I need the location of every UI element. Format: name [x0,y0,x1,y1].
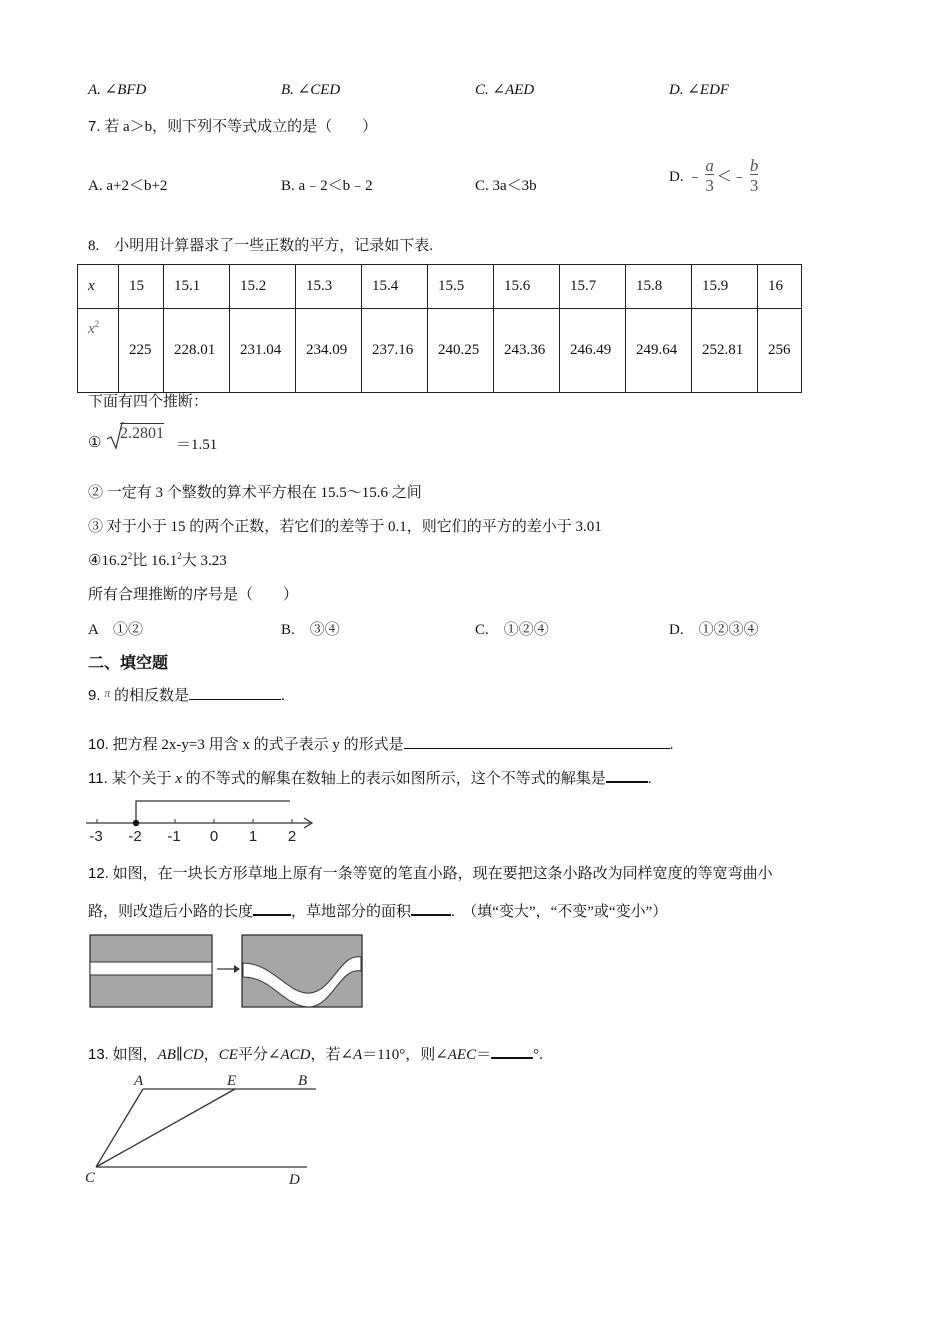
table-cell: 246.49 [560,309,626,393]
tick-label: -1 [167,828,181,845]
q8-option-c: C. ①②④ [475,622,549,638]
sqrt-radicand: 2.2801 [120,425,164,442]
q6-option-b: B. ∠CED [281,82,341,98]
q12-number: 12. [88,865,109,882]
q13: 13. 如图，AB∥CD，CE平分∠ACD，若∠A＝110°，则∠AEC＝ °. [88,1043,543,1064]
q7-text: 若 a＞b，则下列不等式成立的是（ ） [104,119,378,135]
fraction-a-over-3 [705,157,714,194]
table-cell: 15.8 [626,265,692,309]
q7-stem [88,115,377,136]
table-cell: 15.1 [164,265,230,309]
table-cell: 237.16 [362,309,428,393]
table-head-x-squared: $x^2$ [78,309,119,393]
arrow-head-icon [234,965,240,973]
q7-d-prefix: D. ﹣ [669,168,703,185]
table-cell: 15.5 [428,265,494,309]
label-c: C [85,1170,96,1186]
table-cell: 243.36 [494,309,560,393]
tick-label: 2 [287,828,297,845]
table-cell: 15.3 [296,265,362,309]
q8-statement-2: ② 一定有 3 个整数的算术平方根在 15.5～15.6 之间 [88,485,422,501]
q8-ask: 所有合理推断的序号是（ ） [88,587,299,603]
label-b: B [298,1073,308,1089]
table-cell: 15 [119,265,164,309]
straight-path [90,962,212,975]
q12-line-2: 路，则改造后小路的长度 ，草地部分的面积 . （填“变大”，“不变”或“变小”） [88,900,667,921]
closed-endpoint [133,820,139,826]
lawn-path-figure [88,933,366,1009]
label-d: D [289,1172,300,1188]
q10: 10. 把方程 2x-y=3 用含 x 的式子表示 y 的形式是 . [88,736,674,753]
q12-area-blank[interactable] [411,900,451,916]
q10-number: 10. [88,736,109,753]
q11: 11. 某个关于 x 的不等式的解集在数轴上的表示如图所示，这个不等式的解集是 . [88,767,651,788]
table-cell: 231.04 [230,309,296,393]
tick-label: -3 [89,828,103,845]
label-e: E [227,1073,237,1089]
q13-answer-blank[interactable] [491,1043,533,1059]
q8-intro: 下面有四个推断： [88,394,209,410]
pi-symbol: π [104,686,111,700]
q7-d-den2: 3 [749,175,759,195]
squares-table [77,264,802,393]
q7-option-c: C. 3a＜3b [475,178,537,194]
q8-stem: 8. 小明用计算器求了一些正数的平方，记录如下表. [88,238,434,254]
tick-label: -2 [128,828,142,845]
q7-d-den1: 3 [705,175,714,195]
q7-option-b: B. a﹣2＜b﹣2 [281,178,373,194]
q12-line-1: 12. 如图，在一块长方形草地上原有一条等宽的笔直小路，现在要把这条小路改为同样宽度的等宽弯曲小 [88,865,773,882]
table-cell: 256 [758,309,802,393]
table-head-x: x [78,265,119,309]
table-cell: 240.25 [428,309,494,393]
table-cell: 15.4 [362,265,428,309]
q13-number: 13. [88,1046,109,1063]
table-cell: 234.09 [296,309,362,393]
table-cell: 15.2 [230,265,296,309]
q6-option-a: A. ∠BFD [88,82,147,98]
segment-ce [96,1089,235,1167]
table-row-x [78,265,802,309]
q6-option-c: C. ∠AED [475,82,535,98]
parallel-lines-figure [80,1068,330,1190]
statement-1-result: ＝1.51 [176,437,218,453]
number-line-figure [80,796,320,846]
solution-ray [136,801,290,823]
q9: 9. $^\pi$ 的相反数是 . [88,686,285,704]
segment-ac [96,1089,143,1167]
q9-text: 的相反数是 [114,688,190,704]
q12-length-blank[interactable] [253,900,291,916]
table-cell: 225 [119,309,164,393]
table-cell: 15.7 [560,265,626,309]
q6-option-d: D. ∠EDF [669,82,730,98]
table-cell: 16 [758,265,802,309]
section-title: 二、填空题 [88,653,169,672]
q10-text: 把方程 2x-y=3 用含 x 的式子表示 y 的形式是 [112,737,404,753]
q7-d-num2: b [749,155,759,175]
table-cell: 249.64 [626,309,692,393]
q7-option-d [669,150,761,200]
q10-answer-blank[interactable] [404,734,670,749]
q11-answer-blank[interactable] [606,767,648,783]
q8-option-a: A ①② [88,622,144,638]
q8-option-d: D. ①②③④ [669,622,759,638]
fraction-b-over-3 [750,157,759,194]
q11-number: 11. [88,770,108,787]
q9-answer-blank[interactable] [189,685,281,700]
statement-1-mark: ① [88,435,102,451]
q7-option-a: A. a+2＜b+2 [88,178,168,194]
q9-number: 9. [88,687,101,704]
q8-statement-4: ④16.2$^2$比 16.1$^2$大 3.23 [88,551,227,569]
tick-label: 1 [248,828,258,845]
table-cell: 15.9 [692,265,758,309]
table-row-x-squared [78,309,802,393]
table-cell: 15.6 [494,265,560,309]
q7-d-mid: ＜﹣ [716,168,747,185]
table-cell: 228.01 [164,309,230,393]
label-a: A [134,1073,144,1089]
q7-d-num1: a [705,155,714,175]
q8-option-b: B. ③④ [281,622,340,638]
table-cell: 252.81 [692,309,758,393]
tick-label: 0 [209,828,219,845]
q7-number: 7. [88,118,101,135]
q8-statement-3: ③ 对于小于 15 的两个正数，若它们的差等于 0.1，则它们的平方的差小于 3.01 [88,519,602,535]
